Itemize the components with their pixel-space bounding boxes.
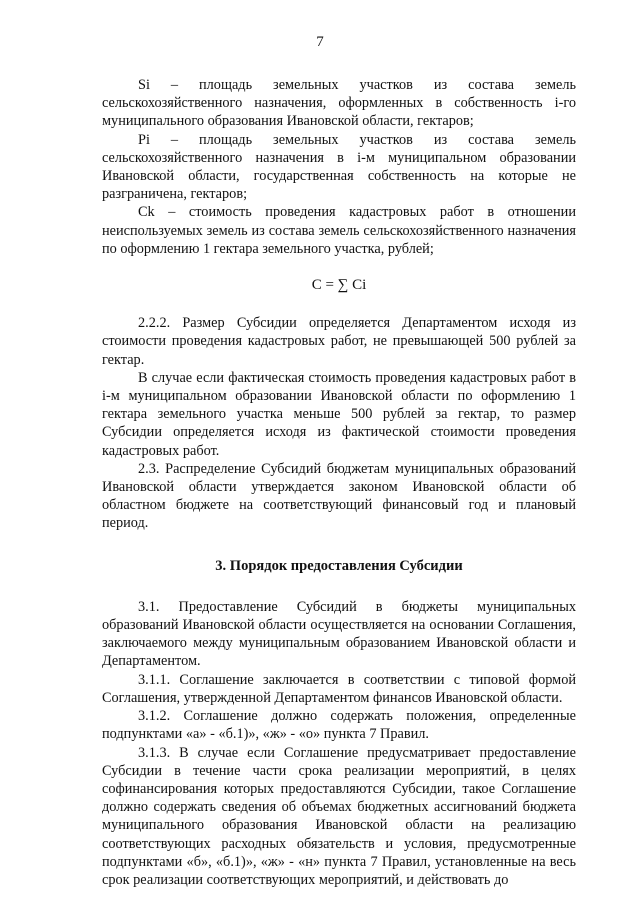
paragraph-3-1: 3.1. Предоставление Субсидий в бюджеты муниципальных образований Ивановской области осуществляется на основании Соглашения, заключаемого между муниципальным образованием Ивановской области и Департаментом. xyxy=(102,598,576,670)
paragraph-3-1-2: 3.1.2. Соглашение должно содержать положения, определенные подпунктами «а» - «б.1)», «ж» - «о» пункта 7 Правил. xyxy=(102,708,576,743)
formula-sum: C = ∑ Ci xyxy=(311,277,367,294)
paragraph-si-definition: Si – площадь земельных участков из состава земель сельскохозяйственного назначения, оформленных в собственность i-го муниципального образования Ивановской области, гектаров; xyxy=(102,77,576,130)
page-number: 7 xyxy=(316,34,324,50)
paragraph-pi-definition: Pi – площадь земельных участков из состава земель сельскохозяйственного назначения в i-м муниципальном образовании Ивановской области, государственная собственность на которые не разграничена, гектаров; xyxy=(102,131,576,203)
paragraph-ck-definition: Ck – стоимость проведения кадастровых работ в отношении неиспользуемых земель из состава земель сельскохозяйственного назначения по оформлению 1 гектара земельного участка, рублей; xyxy=(102,204,576,257)
paragraph-2-3: 2.3. Распределение Субсидий бюджетам муниципальных образований Ивановской области утверждается законом Ивановской области об областном бюджете на соответствующий финансовый год и плановый период. xyxy=(102,460,576,532)
paragraph-2-2-2: 2.2.2. Размер Субсидии определяется Департаментом исходя из стоимости проведения кадастровых работ, не превышающей 500 рублей за гектар. xyxy=(102,315,576,368)
paragraph-actual-cost: В случае если фактическая стоимость проведения кадастровых работ в i-м муниципальном образовании Ивановской области по оформлению 1 гектара земельного участка меньше 500 рублей за гектар, то размер Субсидии определяется исходя из фактической стоимости проведения кадастровых работ. xyxy=(102,369,576,459)
section-heading: 3. Порядок предоставления Субсидии xyxy=(215,557,463,574)
paragraph-3-1-1: 3.1.1. Соглашение заключается в соответствии с типовой формой Соглашения, утвержденной Департаментом финансов Ивановской области. xyxy=(102,671,576,706)
paragraph-3-1-3: 3.1.3. В случае если Соглашение предусматривает предоставление Субсидии в течение части срока реализации мероприятий, в целях софинансирования которых предоставляются Субсидии, такое Соглашение должно содержать сведения об объемах бюджетных ассигнований бюджета муниципального образования Ивановской области на реализацию соответствующих расходных обязательств и условия, предусмотренные подпунктами «б», «б.1)», «ж» - «н» пункта 7 Правил, установленные на весь срок реализации соответствующих мероприятий, и действовать до xyxy=(102,744,576,888)
page-body xyxy=(102,76,576,889)
